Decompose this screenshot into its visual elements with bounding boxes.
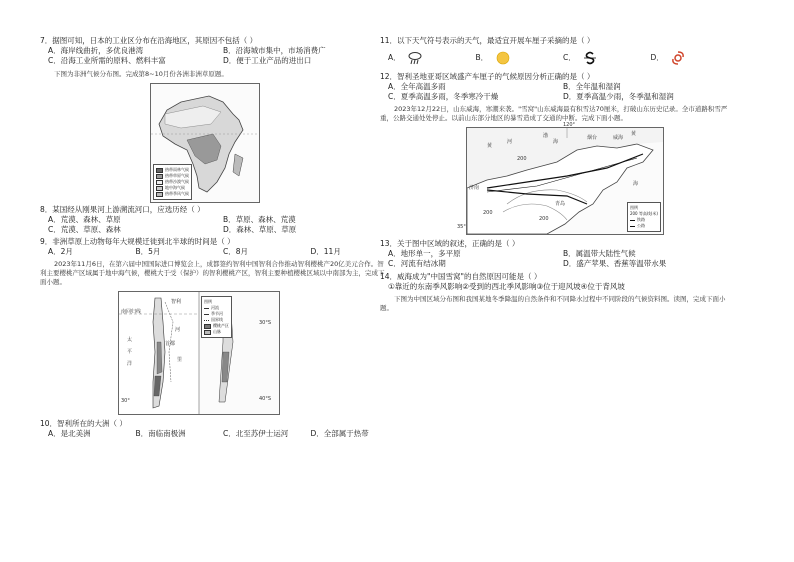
intro-last: 下图为中国区域分布图和我国某地冬季降温的自然条件和不同降水过程中不同阶段的气候资料图。读图，完成下面小题。 (380, 295, 726, 312)
sun-icon (495, 51, 511, 65)
chile-figure-area (40, 289, 390, 417)
q11-option-c-label: C． (563, 53, 576, 62)
legend-label: 樱桃产区 (213, 323, 229, 328)
chile-legend (201, 296, 232, 338)
q9-stem: 9．非洲草原上动物每年大规模迁徙到北半球的时间是（ ） (40, 237, 235, 246)
legend-title: 图例 (629, 205, 638, 210)
chile-map (118, 291, 280, 415)
q12-option-d: D．夏季高温少雨，冬季温和湿润 (563, 92, 674, 101)
legend-label: 地中海气候 (165, 185, 185, 190)
legend-label: 热带季风气候 (165, 191, 189, 196)
q7-option-d: D．便于工业产品的进出口 (223, 56, 312, 65)
label-he: 河 (175, 327, 181, 333)
shandong-map (457, 122, 664, 235)
q10-option-a: A．是北美洲 (48, 429, 91, 438)
q11-option-c (555, 50, 643, 66)
q10-option-b: B．南临南极洲 (135, 429, 186, 438)
q13-stem: 13．关于图中区域的叙述，正确的是（ ） (380, 239, 520, 248)
q9-options (40, 247, 390, 257)
legend-label: 河流 (211, 305, 219, 310)
right-column (380, 36, 730, 313)
label-hai-1: 海 (553, 139, 559, 145)
label-yantai: 烟台 (587, 135, 598, 141)
legend-label: 热带草原气候 (165, 173, 189, 178)
lat-40s: 40°S (259, 396, 272, 402)
q13-option-a: A．地形单一，多平原 (388, 249, 461, 258)
rain-cloud-icon (407, 51, 423, 65)
q12-option-a: A．全年高温多雨 (388, 82, 446, 91)
contour-200-a: 200 (517, 156, 527, 162)
left-column (40, 36, 390, 439)
q12-options (380, 82, 730, 102)
legend-label: 国界线 (211, 317, 223, 322)
q12-option-b: B．全年温和湿润 (563, 82, 621, 91)
q8-option-b: B．草原、森林、荒漠 (223, 215, 296, 224)
q13-option-b: B．属温带大陆性气候 (563, 249, 636, 258)
africa-climate-map (150, 83, 260, 203)
q14-stem: 14．威海成为"中国雪窝"的自然原因可能是（ ） (380, 272, 542, 281)
label-huang: 黄 (487, 143, 493, 149)
label-120: 120° (563, 122, 576, 128)
africa-figure-area (40, 81, 390, 203)
q11-option-a-label: A． (388, 53, 401, 62)
label-jinan: 济南 (469, 185, 480, 191)
q9-option-a: A．2月 (48, 247, 73, 256)
q8-option-a: A．荒漠、森林、草原 (48, 215, 121, 224)
q10-option-c: C．北至苏伊士运河 (223, 429, 289, 438)
shandong-legend (627, 202, 661, 232)
q9-option-b: B．5月 (135, 247, 161, 256)
q7-option-c: C．沿海工业所需的原料、燃料丰富 (48, 56, 166, 65)
africa-legend (153, 164, 192, 200)
q10-option-d: D．全部属于热带 (310, 429, 369, 438)
q12-option-c: C．夏季高温多雨，冬季寒冷干燥 (388, 92, 499, 101)
q8-option-d: D．森林、草原、草原 (223, 225, 297, 234)
label-weihai: 威海 (613, 135, 624, 141)
q11-option-d (643, 50, 731, 66)
q10-options (40, 429, 390, 439)
q11-option-d-label: D． (650, 53, 664, 62)
q11-stem: 11．以下天气符号表示的天气，最适宜开展车厘子采摘的是（ ） (380, 36, 595, 45)
shandong-figure-area (380, 122, 730, 235)
label-hai-2: 海 (633, 181, 639, 187)
label-capital: 首都 (165, 341, 176, 347)
q8-stem: 8．某国经从刚果河上游溯流河口，应选历经（ ） (40, 205, 205, 214)
label-35: 35° (457, 224, 466, 230)
label-qingdao: 青岛 (555, 201, 566, 207)
legend-label: 热带雨林气候 (165, 167, 189, 172)
legend-title: 图例 (204, 299, 212, 304)
q10-stem: 10．智利所在的大洲（ ） (40, 419, 127, 428)
lat-30: 30° (121, 398, 130, 404)
q11-option-b (468, 50, 556, 66)
q9-option-c: C．8月 (223, 247, 249, 256)
wind-icon (582, 51, 598, 65)
q7-stem: 7．据图可知，日本的工业区分布在沿海地区，其原因不包括（ ） (40, 36, 258, 45)
q11-option-a (380, 50, 468, 66)
legend-label: 公路 (636, 223, 645, 228)
legend-contour: 200 等高线(米) (629, 211, 658, 216)
legend-label: 热带沙漠气候 (165, 179, 189, 184)
q7-option-b: B．沿海城市集中，市场消费广 (223, 46, 326, 55)
chile-legend-mountain (204, 329, 229, 335)
label-huang-sea: 黄 (631, 131, 637, 137)
q13-option-c: C．河流有结冰期 (388, 259, 446, 268)
legend-label: 山脉 (213, 329, 221, 334)
q9-option-d: D．11月 (310, 247, 341, 256)
label-ping: 平 (127, 349, 133, 355)
legend-label: 季节河 (211, 311, 223, 316)
q11-options (380, 50, 730, 66)
label-tropic: 南回归线 (121, 309, 142, 315)
intro-chile: 2023年11月6日，在第六届中国国际进口博览会上，成都签约智利中国智利合作推动智利樱桃产20亿美元合作。智利主要樱桃产区域属于地中海气候，樱桃大于受（保护）的智利樱桃产区，智利主要种植樱桃区域以中南部为主，完成下面小题。 (40, 260, 385, 286)
intro-africa: 下图为非洲气候分布图。完成第8~10月份各洲非洲草原题。 (54, 70, 228, 78)
label-chile: 智利 (171, 299, 182, 305)
typhoon-icon (670, 51, 686, 65)
label-he: 河 (507, 139, 513, 145)
intro-shandong: 2023年12月22日，山东威海，寒潮来袭。"雪窝"山东威海最有积雪达70厘米，打破山东历史记录。全市道路积雪严重，公路交通处处停止。以前山东部分地区的暴雪造成了交通的中断。完成下面小题。 (380, 105, 728, 122)
label-bo: 渤 (543, 133, 549, 139)
lat-30s: 30°S (259, 320, 272, 326)
q13-option-d: D．盛产苹果、香蕉等温带水果 (563, 259, 667, 268)
label-li: 里 (177, 357, 183, 363)
label-yang: 洋 (127, 361, 133, 367)
legend-label: 铁路 (636, 217, 645, 222)
contour-200-b: 200 (483, 210, 493, 216)
contour-200-c: 200 (539, 216, 549, 222)
q12-stem: 12．智利圣地亚哥区域盛产车厘子的气候原因分析正确的是（ ） (380, 72, 595, 81)
q8-option-c: C．荒漠、草原、森林 (48, 225, 121, 234)
q7-option-a: A．海岸线曲折，多优良港湾 (48, 46, 144, 55)
africa-legend-5 (156, 191, 189, 197)
q14-line: ①靠近的东南季风影响②受到的西北季风影响③位于迎风坡④位于背风坡 (388, 282, 625, 291)
q11-option-b-label: B． (475, 53, 489, 62)
label-tai: 太 (127, 337, 133, 343)
q13-options (380, 249, 730, 269)
q7-options (40, 46, 390, 66)
q8-options (40, 215, 390, 235)
legend-road (630, 223, 658, 229)
